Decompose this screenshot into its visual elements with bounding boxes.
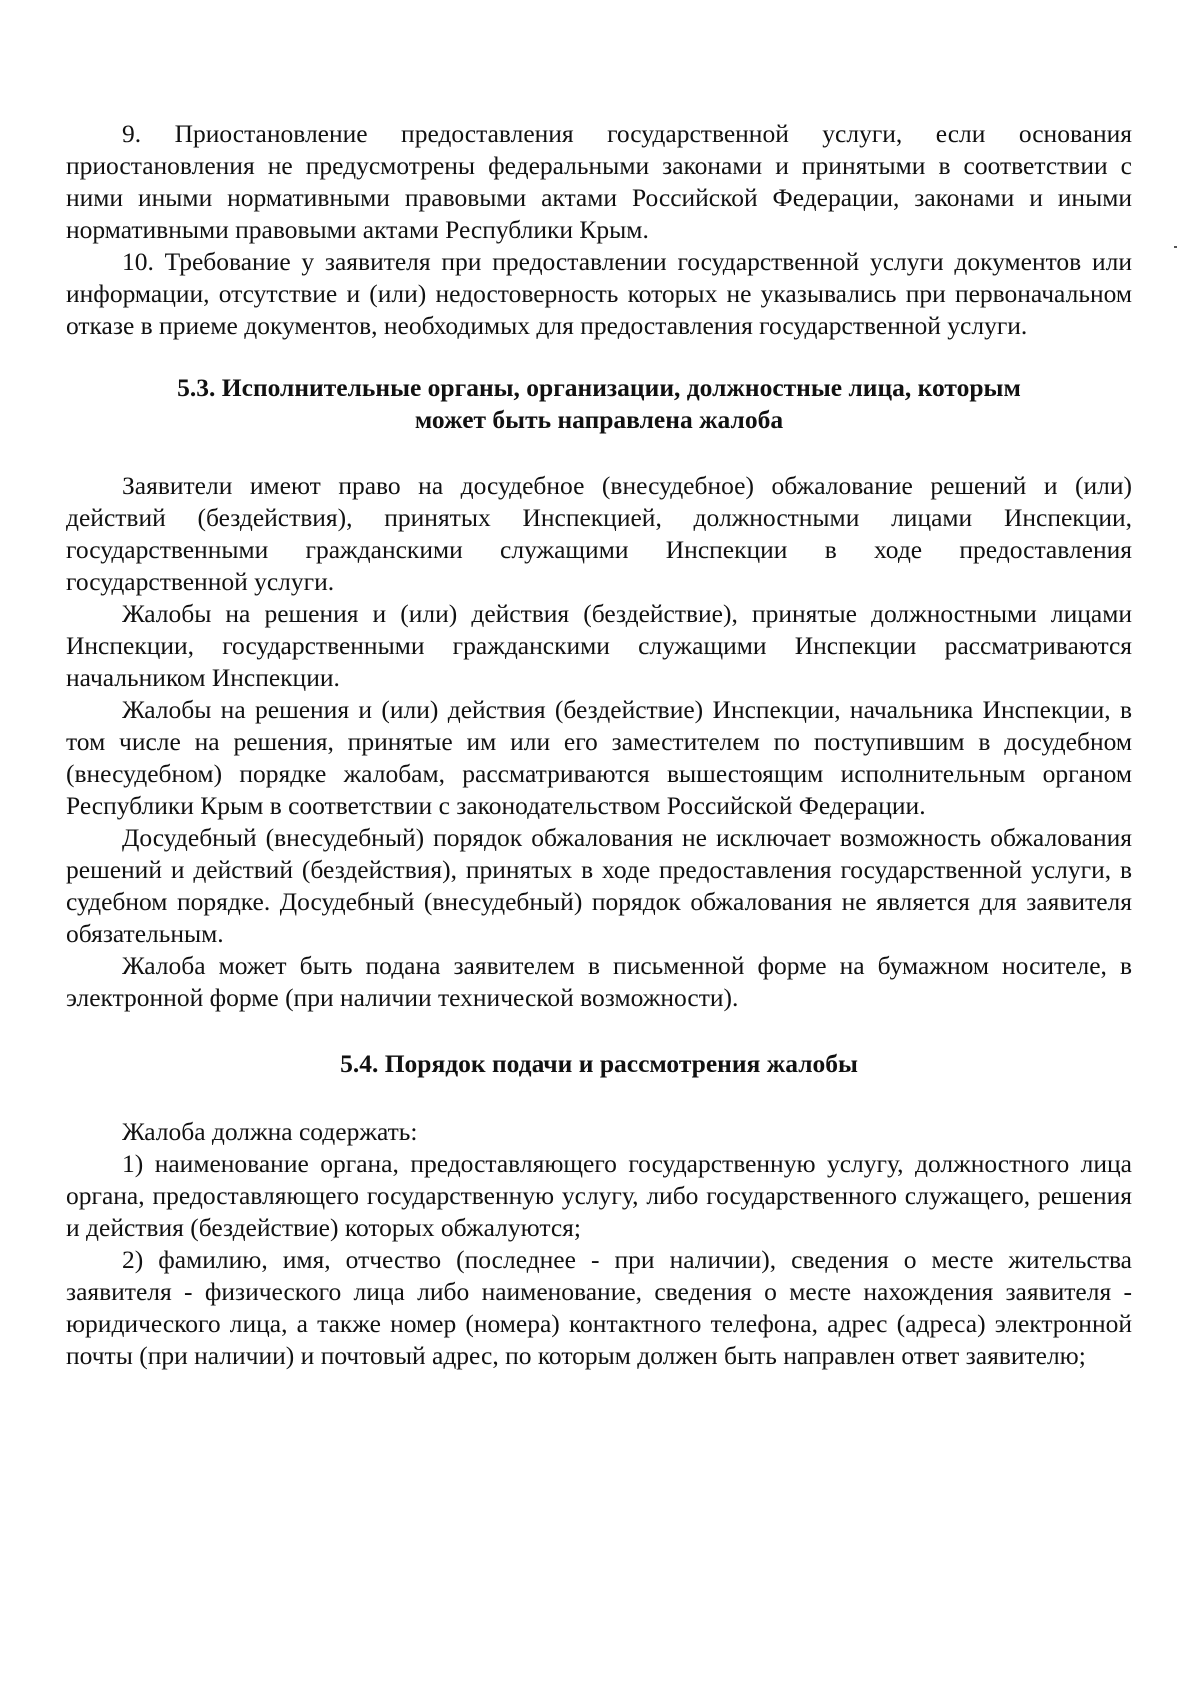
section-5-3-heading-line2: может быть направлена жалоба [414,405,784,434]
list-item-9: 9. Приостановление предоставления государственной услуги, если основания приостановления не предусмотрены федеральными законами и принятыми в соответствии с ними иными нормативными правовыми актами Российской Федерации, законами и иными нормативными правовыми актами Республики Крым. [66,119,1132,244]
section-5-4-heading: 5.4. Порядок подачи и рассмотрения жалобы [340,1049,858,1078]
section-5-3-heading-line1: 5.3. Исполнительные органы, организации, должностные лица, которым [177,373,1021,402]
section-5-3-paragraph: Заявители имеют право на досудебное (внесудебное) обжалование решений и (или) действий (бездействия), принятых Инспекцией, должностными лицами Инспекции, государственными гражданскими служащими Инспекции в ходе предоставления государственной услуги. [66,471,1132,596]
section-5-3-heading [66,372,1132,436]
section-5-4-item-1: 1) наименование органа, предоставляющего государственную услугу, должностного лица органа, предоставляющего государственную услугу, либо государственного служащего, решения и действия (бездействие) которых обжалуются; [66,1149,1132,1242]
section-5-4-item-2: 2) фамилию, имя, отчество (последнее - при наличии), сведения о месте жительства заявителя - физического лица либо наименование, сведения о месте нахождения заявителя - юридического лица, а также номер (номера) контактного телефона, адрес (адреса) электронной почты (при наличии) и почтовый адрес, по которым должен быть направлен ответ заявителю; [66,1245,1132,1370]
section-5-3-paragraph: Жалоба может быть подана заявителем в письменной форме на бумажном носителе, в электронной форме (при наличии технической возможности). [66,951,1132,1012]
section-5-4-intro: Жалоба должна содержать: [122,1117,418,1146]
list-item-10: 10. Требование у заявителя при предоставлении государственной услуги документов или информации, отсутствие и (или) недостоверность которых не указывались при первоначальном отказе в приеме документов, необходимых для предоставления государственной услуги. [66,247,1132,340]
section-5-3-paragraph: Жалобы на решения и (или) действия (бездействие), принятые должностными лицами Инспекции, государственными гражданскими служащими Инспекции рассматриваются начальником Инспекции. [66,599,1132,692]
section-5-3-paragraph: Жалобы на решения и (или) действия (бездействие) Инспекции, начальника Инспекции, в том числе на решения, принятые им или его заместителем по поступившим в досудебном (внесудебном) порядке жалобам, рассматриваются вышестоящим исполнительным органом Республики Крым в соответствии с законодательством Российской Федерации. [66,695,1132,820]
scan-artifact-dot [1174,246,1177,248]
document-page [66,118,1132,1372]
section-5-3-paragraph: Досудебный (внесудебный) порядок обжалования не исключает возможность обжалования решений и действий (бездействия), принятых в ходе предоставления государственной услуги, в судебном порядке. Досудебный (внесудебный) порядок обжалования не является для заявителя обязательным. [66,823,1132,948]
